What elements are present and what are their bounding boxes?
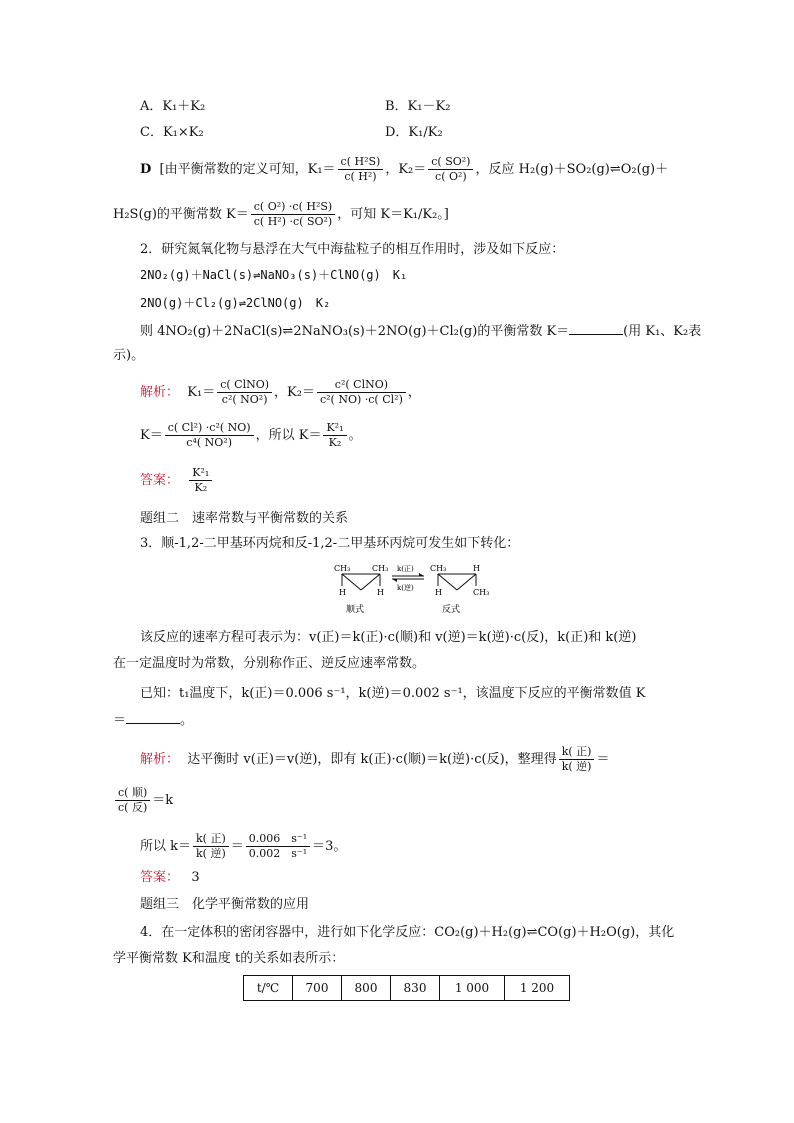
analysis-label: 解析：: [140, 385, 180, 400]
fraction-k-ratio: $\frac{\text{k( 正)}}{\text{k( 逆)}}$: [559, 745, 595, 774]
option-a: A．K₁＋K₂: [140, 99, 206, 114]
option-d: D．K₁/K₂: [385, 125, 443, 140]
q3-rate-line1: 该反应的速率方程可表示为：v(正)＝k(正)·c(顺)和 v(逆)＝k(逆)·c(反)，k(正)和 k(逆): [140, 630, 637, 645]
answer-blank: [569, 322, 623, 335]
q2-equation-2: 2NO(g)＋Cl₂(g)⇌2ClNO(g) K₂: [140, 296, 331, 310]
trans-ch3-left: CH₃: [430, 564, 447, 573]
fraction-c-ratio: $\frac{\text{c( 顺)}}{\text{c( 反)}}$: [115, 786, 150, 815]
table-cell: 1 000: [440, 976, 505, 1001]
answer-blank: [126, 711, 180, 724]
fraction-answer: $\frac{\text{K²₁}}{\text{K₂}}$: [189, 466, 212, 495]
group2-heading: 题组二 速率常数与平衡常数的关系: [140, 511, 349, 526]
table-cell: 830: [391, 976, 440, 1001]
fraction-k2: $\frac{\text{c²( ClNO)}}{\text{c²( NO) ·c( Cl²)}}$: [317, 378, 406, 407]
table-cell: 1 200: [505, 976, 570, 1001]
q2-question-line2: 示)。: [113, 348, 145, 363]
fraction-k2: $\frac{\text{c( SO²)}}{\text{c( O²)}}$: [428, 155, 473, 184]
q1-explanation-line1: D [由平衡常数的定义可知，K₁＝ $\frac{\text{c( H²S)}}{\text{c( H²)}}$ ，K₂＝ $\frac{\text{c( SO²)}}{\text{c( O²)}}$ ，反应 H₂(g)＋SO₂(g)⇌O₂(g)＋: [140, 155, 669, 183]
fraction-k: $\frac{\text{c( O²) ·c( H²S)}}{\text{c( H²) ·c( SO²)}}$: [251, 200, 335, 229]
trans-h-right: H: [473, 564, 480, 573]
q1-explanation-line2: H₂S(g)的平衡常数 K＝ $\frac{\text{c( O²) ·c( H²S)}}{\text{c( H²) ·c( SO²)}}$ ，可知 K＝K₁/K₂。]: [113, 200, 449, 228]
q3-known-line1: 已知：t₁温度下，k(正)＝0.006 s⁻¹，k(逆)＝0.002 s⁻¹，该温度下反应的平衡常数值 K: [140, 686, 646, 701]
trans-h-left: H: [435, 588, 442, 597]
fraction-result: $\frac{\text{K²₁}}{\text{K₂}}$: [323, 421, 346, 450]
q2-stem: 2．研究氮氧化物与悬浮在大气中海盐粒子的相互作用时，涉及如下反应：: [140, 242, 565, 257]
table-row: [244, 976, 570, 1001]
fraction-k-ratio-2: $\frac{\text{k( 正)}}{\text{k( 逆)}}$: [193, 832, 229, 861]
cis-h-left: H: [339, 588, 346, 597]
q3-known-line2: ＝ 。: [113, 713, 194, 728]
answer-letter: D: [140, 162, 152, 177]
analysis-label: 解析：: [140, 752, 180, 767]
cis-ch3-right: CH₃: [372, 564, 389, 573]
fraction-values: $\frac{\text{0.006 s⁻¹}}{\text{0.002 s⁻¹}}$: [246, 832, 310, 861]
cis-h-right: H: [377, 588, 384, 597]
option-c: C．K₁×K₂: [140, 125, 204, 140]
q2-question-line1: 则 4NO₂(g)＋2NaCl(s)⇌2NaNO₃(s)＋2NO(g)＋Cl₂(g)的平衡常数 K＝ (用 K₁、K₂表: [140, 324, 702, 339]
q4-stem-line2: 学平衡常数 K和温度 t的关系如表所示：: [113, 951, 345, 966]
q3-analysis-line1: 解析： 达平衡时 v(正)＝v(逆)，即有 k(正)·c(顺)＝k(逆)·c(反)，整理得 $\frac{\text{k( 正)}}{\text{k( 逆)}}$ ＝: [140, 745, 610, 773]
table-cell: 700: [293, 976, 342, 1001]
trans-ch3-right: CH₃: [473, 588, 490, 597]
fraction-k: $\frac{\text{c( Cl²) ·c²( NO)}}{\text{c⁴( NO²)}}$: [165, 421, 254, 450]
q2-analysis-line2: K＝ $\frac{\text{c( Cl²) ·c²( NO)}}{\text{c⁴( NO²)}}$ ，所以 K＝ $\frac{\text{K²₁}}{\text{K₂}}$ 。: [140, 421, 362, 449]
fraction-k1: $\frac{\text{c( H²S)}}{\text{c( H²)}}$: [338, 155, 384, 184]
q3-analysis-line2: $\frac{\text{c( 顺)}}{\text{c( 反)}}$ ＝k: [113, 786, 173, 815]
fraction-k1: $\frac{\text{c( ClNO)}}{\text{c²( NO²)}}$: [217, 378, 272, 407]
k-temperature-table: [243, 975, 570, 1001]
cis-label: 顺式: [346, 605, 365, 615]
answer-label: 答案：: [140, 870, 180, 885]
answer-label: 答案：: [140, 473, 180, 488]
q3-answer: 答案： 3: [140, 870, 200, 885]
table-cell: 800: [342, 976, 391, 1001]
q3-analysis-line3: 所以 k＝ $\frac{\text{k( 正)}}{\text{k( 逆)}}$ ＝ $\frac{\text{0.006 s⁻¹}}{\text{0.002 s⁻¹}}$ ＝3。: [140, 832, 347, 860]
group3-heading: 题组三 化学平衡常数的应用: [140, 897, 310, 912]
isomer-diagram: [330, 562, 500, 620]
q4-stem-line1: 4．在一定体积的密闭容器中，进行如下化学反应：CO₂(g)＋H₂(g)⇌CO(g)＋H₂O(g)，其化: [140, 925, 675, 940]
q2-equation-1: 2NO₂(g)＋NaCl(s)⇌NaNO₃(s)＋ClNO(g) K₁: [140, 268, 408, 282]
option-b: B．K₁－K₂: [385, 99, 451, 114]
q3-stem: 3．顺-1,2-二甲基环丙烷和反-1,2-二甲基环丙烷可发生如下转化：: [140, 536, 520, 551]
k-forward-label: k(正): [397, 565, 414, 573]
q3-rate-line2: 在一定温度时为常数，分别称作正、逆反应速率常数。: [113, 656, 426, 671]
table-cell: t/℃: [244, 976, 293, 1001]
cis-ch3-left: CH₃: [334, 564, 351, 573]
k-reverse-label: k(逆): [397, 584, 414, 592]
q2-analysis-line1: 解析： K₁＝ $\frac{\text{c( ClNO)}}{\text{c²( NO²)}}$ ，K₂＝ $\frac{\text{c²( ClNO)}}{\text{c²( NO) ·c( Cl²)}}$ ，: [140, 378, 421, 406]
trans-label: 反式: [442, 605, 461, 615]
q2-answer: [140, 466, 214, 495]
